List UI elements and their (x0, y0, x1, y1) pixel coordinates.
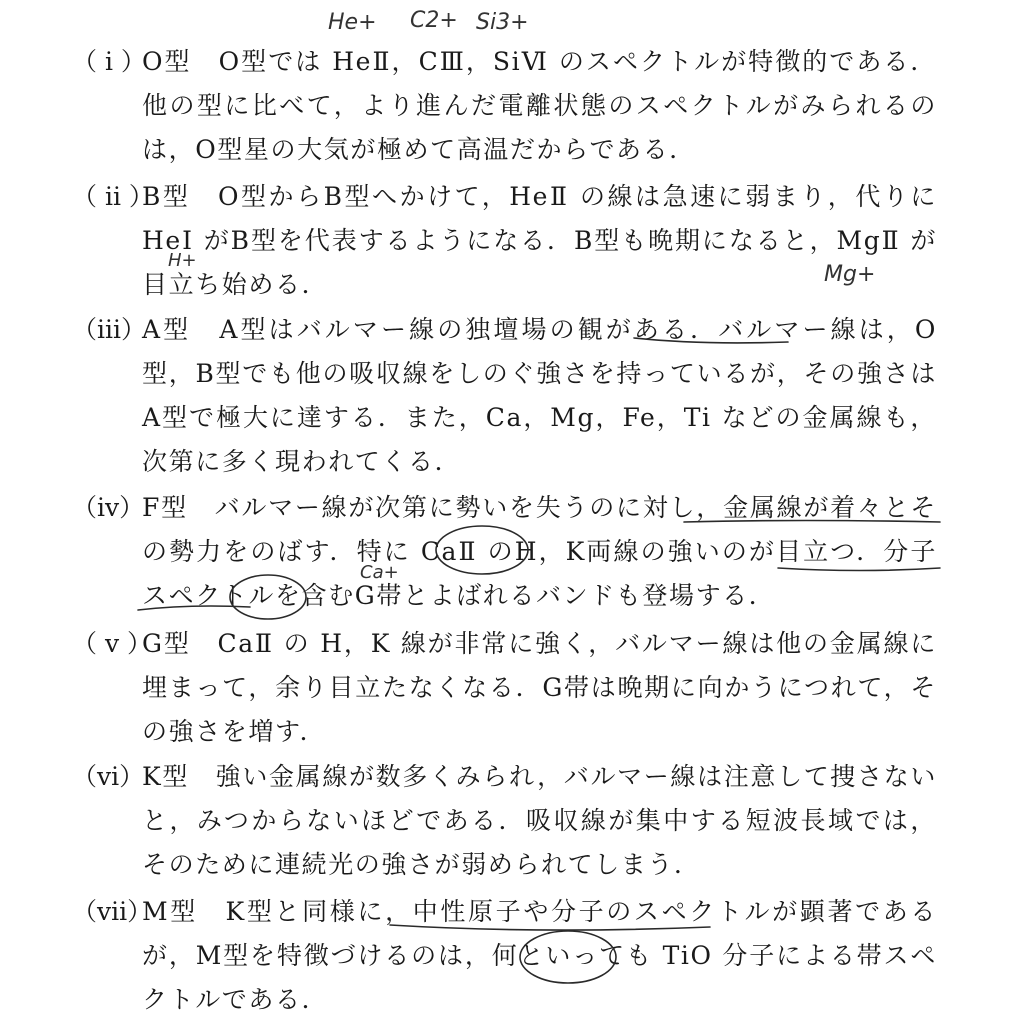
item-o-type (72, 40, 952, 175)
annotation-mg-plus: Mg+ (824, 262, 876, 287)
item-number: （ ii ） (72, 182, 154, 211)
item-number: （iii） (72, 315, 146, 344)
item-text: O型 O型では HeⅡ，CⅢ，SiⅥ のスペクトルが特徴的である．他の型に比べて，より進んだ電離状態のスペクトルがみられるのは，O型星の大気が極めて高温だからである． (142, 47, 937, 164)
annotation-ca-plus: Ca+ (360, 562, 399, 583)
item-text: K型 強い金属線が数多くみられ，バルマー線は注意して捜さないと，みつからないほどである．吸収線が集中する短波長域では，そのために連続光の強さが弱められてしまう． (142, 762, 937, 879)
item-m-type (72, 890, 952, 1015)
item-number: （iv） (72, 493, 145, 522)
item-f-type (72, 486, 952, 621)
item-text: A型 A型はバルマー線の独壇場の観がある．バルマー線は，O型，B型でも他の吸収線をしのぐ強さを持っているが，その強さはA型で極大に達する．また，Ca，Mg，Fe，Ti などの金属線も，次第に多く現われてくる． (142, 315, 937, 476)
item-text: M型 K型と同様に，中性原子や分子のスペクトルが顕著であるが，M型を特徴づけるのは，何といっても TiO 分子による帯スペクトルである． (142, 897, 937, 1014)
item-a-type (72, 308, 952, 488)
item-number: （vii） (72, 897, 153, 926)
item-number: （vi） (72, 762, 145, 791)
annotation-c-2plus: C2+ (410, 8, 458, 33)
item-text: G型 CaⅡ の H，K 線が非常に強く，バルマー線は他の金属線に埋まって，余り目立たなくなる．G帯は晩期に向かうにつれて，その強さを増す． (142, 629, 937, 746)
annotation-si-3plus: Si3+ (476, 10, 529, 35)
item-number: （ v ） (72, 629, 153, 658)
annotation-he-plus: He+ (328, 10, 377, 35)
item-number: （ i ） (72, 47, 146, 76)
item-k-type (72, 755, 952, 890)
item-g-type (72, 622, 952, 757)
item-text: B型 O型からB型へかけて，HeⅡ の線は急速に弱まり，代りに HeⅠ がB型を代表するようになる．B型も晩期になると，MgⅡ が目立ち始める． (142, 182, 937, 299)
item-b-type (72, 175, 952, 305)
item-text: F型 バルマー線が次第に勢いを失うのに対し，金属線が着々とその勢力をのばす．特に CaⅡ のH，K両線の強いのが目立つ．分子スペクトルを含むG帯とよばれるバンドも登場する． (142, 493, 937, 610)
annotation-h-plus: H+ (168, 250, 197, 271)
